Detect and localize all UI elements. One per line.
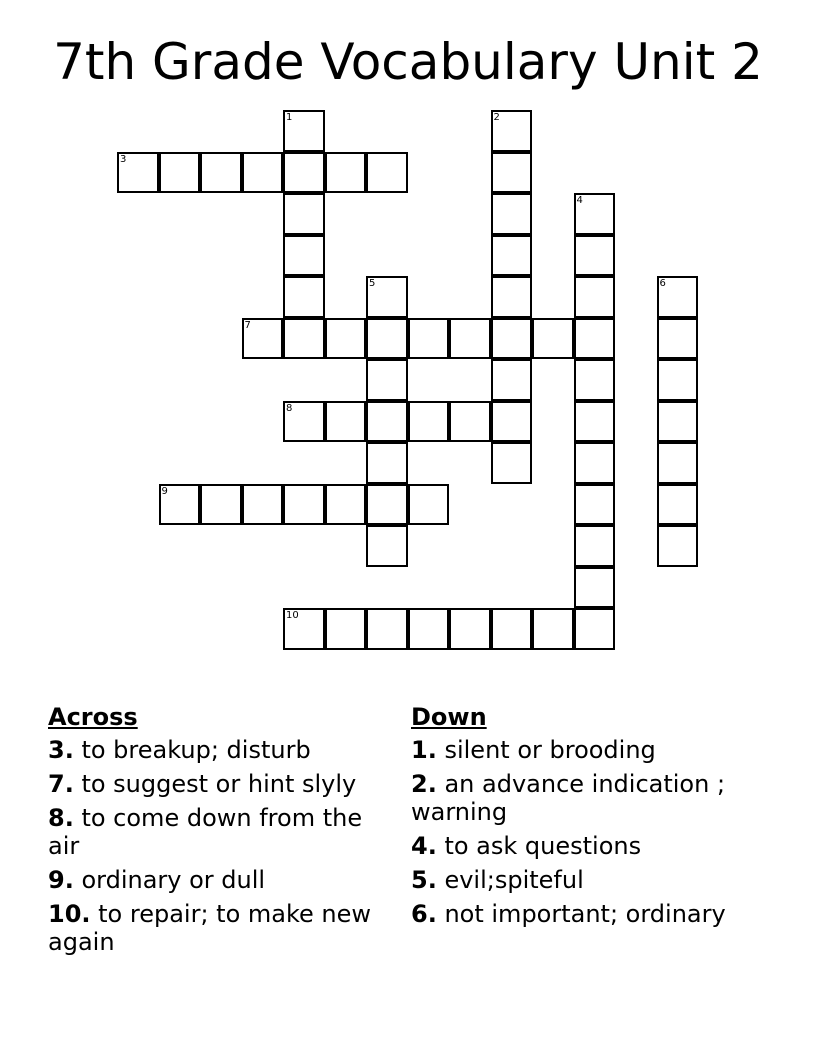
clue-number: 9 <box>161 485 168 497</box>
clue-number: 2 <box>493 112 500 123</box>
grid-cell[interactable] <box>283 318 325 360</box>
grid-cell[interactable] <box>117 152 159 194</box>
down-clue: 4. to ask questions <box>411 832 642 860</box>
grid-cell[interactable] <box>491 276 533 318</box>
grid-cell[interactable] <box>657 401 699 443</box>
grid-cell[interactable] <box>408 484 450 526</box>
grid-cell[interactable] <box>408 608 450 650</box>
grid-cell[interactable] <box>491 359 533 401</box>
grid-cell[interactable] <box>657 525 699 567</box>
grid-cell[interactable] <box>574 193 616 235</box>
grid-cell[interactable] <box>366 359 408 401</box>
grid-cell[interactable] <box>574 608 616 650</box>
across-clues <box>48 703 378 962</box>
grid-cell[interactable] <box>325 152 367 194</box>
grid-cell[interactable] <box>491 110 533 152</box>
grid-cell[interactable] <box>574 525 616 567</box>
grid-cell[interactable] <box>657 442 699 484</box>
clue-number: 10 <box>286 610 299 621</box>
page-title: 7th Grade Vocabulary Unit 2 <box>53 33 763 91</box>
grid-cell[interactable] <box>283 484 325 526</box>
grid-cell[interactable] <box>532 608 574 650</box>
grid-cell[interactable] <box>366 442 408 484</box>
down-clues <box>411 703 741 934</box>
grid-cell[interactable] <box>159 152 201 194</box>
grid-cell[interactable] <box>325 608 367 650</box>
grid-cell[interactable] <box>408 318 450 360</box>
across-heading: Across <box>48 703 138 731</box>
grid-cell[interactable] <box>449 608 491 650</box>
grid-cell[interactable] <box>283 608 325 650</box>
clue-number: 1 <box>286 112 293 123</box>
grid-cell[interactable] <box>657 276 699 318</box>
grid-cell[interactable] <box>574 359 616 401</box>
grid-cell[interactable] <box>657 359 699 401</box>
grid-cell[interactable] <box>574 318 616 360</box>
down-clue: 1. silent or brooding <box>411 736 656 764</box>
grid-cell[interactable] <box>325 318 367 360</box>
grid-cell[interactable] <box>283 235 325 277</box>
grid-cell[interactable] <box>242 484 284 526</box>
grid-cell[interactable] <box>574 442 616 484</box>
grid-cell[interactable] <box>574 484 616 526</box>
across-clue: 10. to repair; to make new again <box>48 900 372 956</box>
grid-cell[interactable] <box>366 608 408 650</box>
grid-cell[interactable] <box>574 401 616 443</box>
clue-number: 3 <box>120 153 127 165</box>
grid-cell[interactable] <box>491 152 533 194</box>
grid-cell[interactable] <box>491 608 533 650</box>
grid-cell[interactable] <box>366 318 408 360</box>
grid-cell[interactable] <box>325 484 367 526</box>
clue-number: 4 <box>576 195 583 206</box>
grid-cell[interactable] <box>242 318 284 360</box>
grid-cell[interactable] <box>242 152 284 194</box>
grid-cell[interactable] <box>200 484 242 526</box>
down-clue: 6. not important; ordinary <box>411 900 726 928</box>
grid-cell[interactable] <box>159 484 201 526</box>
grid-cell[interactable] <box>408 401 450 443</box>
down-heading: Down <box>411 703 487 731</box>
grid-cell[interactable] <box>491 442 533 484</box>
grid-cell[interactable] <box>283 276 325 318</box>
grid-cell[interactable] <box>200 152 242 194</box>
across-clue: 7. to suggest or hint slyly <box>48 770 357 798</box>
grid-cell[interactable] <box>366 525 408 567</box>
grid-cell[interactable] <box>532 318 574 360</box>
grid-cell[interactable] <box>657 318 699 360</box>
grid-cell[interactable] <box>283 152 325 194</box>
grid-cell[interactable] <box>574 235 616 277</box>
clue-number: 8 <box>286 402 293 414</box>
clue-number: 7 <box>244 319 251 331</box>
grid-cell[interactable] <box>366 276 408 318</box>
grid-cell[interactable] <box>491 193 533 235</box>
down-clue: 5. evil;spiteful <box>411 866 584 894</box>
across-clue: 8. to come down from the air <box>48 804 363 860</box>
grid-cell[interactable] <box>491 235 533 277</box>
grid-cell[interactable] <box>449 401 491 443</box>
clue-number: 6 <box>659 278 666 289</box>
grid-cell[interactable] <box>491 318 533 360</box>
grid-cell[interactable] <box>366 484 408 526</box>
down-clue: 2. an advance indication ; warning <box>411 770 726 826</box>
grid-cell[interactable] <box>574 567 616 609</box>
grid-cell[interactable] <box>449 318 491 360</box>
across-clue: 9. ordinary or dull <box>48 866 266 894</box>
clue-number: 5 <box>369 278 376 289</box>
grid-cell[interactable] <box>283 110 325 152</box>
across-clue: 3. to breakup; disturb <box>48 736 311 764</box>
grid-cell[interactable] <box>574 276 616 318</box>
grid-cell[interactable] <box>491 401 533 443</box>
grid-cell[interactable] <box>657 484 699 526</box>
grid-cell[interactable] <box>325 401 367 443</box>
grid-cell[interactable] <box>366 152 408 194</box>
grid-cell[interactable] <box>283 193 325 235</box>
grid-cell[interactable] <box>366 401 408 443</box>
grid-cell[interactable] <box>283 401 325 443</box>
